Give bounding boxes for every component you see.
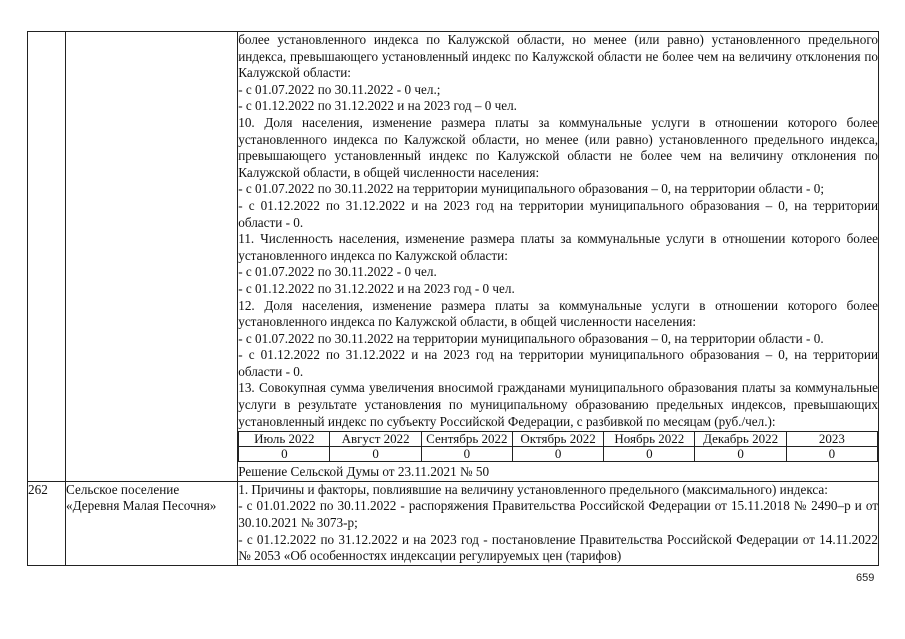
paragraph: - с 01.12.2022 по 31.12.2022 и на 2023 год – 0 чел. (238, 98, 517, 114)
paragraph: - с 01.01.2022 по 30.11.2022 - распоряжения Правительства Российской Федерации от 15.11.2018 № 2490–р и от 30.10.2021 № 3073-р; (238, 498, 878, 531)
paragraph: более установленного индекса по Калужской области, но менее (или равно) установленного предельного индекса, превышающего установленный индекс по Калужской области не более чем на величину отклонения по Калужской области: (238, 32, 878, 81)
month-header: Август 2022 (330, 432, 421, 447)
month-header: Июль 2022 (239, 432, 330, 447)
content-cell (238, 481, 879, 565)
paragraph: 13. Совокупная сумма увеличения вносимой гражданами муниципального образования платы за коммунальные услуги в результате установления по муниципальному образованию предельных индексов, превышающих установленный индекс по субъекту Российской Федерации, с разбивкой по месяцам (руб./чел.): (238, 380, 878, 429)
content-cell (238, 32, 879, 482)
month-value: 0 (421, 447, 512, 462)
month-header: 2023 (786, 432, 877, 447)
month-header: Октябрь 2022 (512, 432, 603, 447)
month-value: 0 (604, 447, 695, 462)
paragraph: 11. Численность населения, изменение размера платы за коммунальные услуги в отношении которого более установленного индекса по Калужской области: (238, 231, 878, 263)
month-value: 0 (512, 447, 603, 462)
paragraph: - с 01.07.2022 по 30.11.2022 на территории муниципального образования – 0, на территории области - 0. (238, 330, 824, 346)
values-row (239, 447, 878, 462)
month-header: Декабрь 2022 (695, 432, 786, 447)
table-row-262 (28, 481, 879, 565)
name-cell-empty (66, 32, 238, 482)
decision-reference: Решение Сельской Думы от 23.11.2021 № 50 (238, 464, 490, 480)
municipality-name-line: «Деревня Малая Песочня» (66, 498, 217, 514)
document-table (27, 31, 879, 566)
month-value: 0 (786, 447, 877, 462)
municipality-name-cell (66, 481, 238, 565)
row-number: 262 (28, 481, 66, 565)
paragraph: - с 01.07.2022 по 30.11.2022 - 0 чел. (238, 264, 437, 280)
paragraph: - с 01.12.2022 по 31.12.2022 и на 2023 год - 0 чел. (238, 280, 515, 296)
month-value: 0 (330, 447, 421, 462)
month-header: Ноябрь 2022 (604, 432, 695, 447)
paragraph: - с 01.07.2022 по 30.11.2022 на территории муниципального образования – 0, на территории области - 0; (238, 181, 824, 197)
paragraph: 1. Причины и факторы, повлиявшие на величину установленного предельного (максимального) индекса: (238, 481, 828, 497)
paragraph: - с 01.12.2022 по 31.12.2022 и на 2023 год на территории муниципального образования – 0, на территории области - 0. (238, 347, 878, 379)
table-row-continuation (28, 32, 879, 482)
number-cell-empty (28, 32, 66, 482)
paragraph: 12. Доля населения, изменение размера платы за коммунальные услуги в отношении которого более установленного индекса по Калужской области, в общей численности населения: (238, 297, 878, 330)
month-value: 0 (695, 447, 786, 462)
page-number: 659 (856, 572, 875, 584)
paragraph: - с 01.12.2022 по 31.12.2022 и на 2023 год - постановление Правительства Российской Федерации от 14.11.2022 № 2053 «Об особенностях индексации регулируемых цен (тарифов) (238, 531, 878, 564)
paragraph: - с 01.07.2022 по 30.11.2022 - 0 чел.; (238, 81, 441, 97)
paragraph: - с 01.12.2022 по 31.12.2022 и на 2023 год на территории муниципального образования – 0, на территории области - 0. (238, 197, 878, 230)
month-value: 0 (239, 447, 330, 462)
months-header-row (239, 432, 878, 447)
month-header: Сентябрь 2022 (421, 432, 512, 447)
monthly-amounts-table (238, 431, 878, 462)
municipality-name-line: Сельское поселение (66, 481, 180, 497)
paragraph: 10. Доля населения, изменение размера платы за коммунальные услуги в отношении которого более установленного индекса по Калужской области, но менее (или равно) установленного предельного индекса, превышающего установленный индекс по Калужской области не более чем на величину отклонения по Калужской области, в общей численности населения: (238, 114, 878, 180)
